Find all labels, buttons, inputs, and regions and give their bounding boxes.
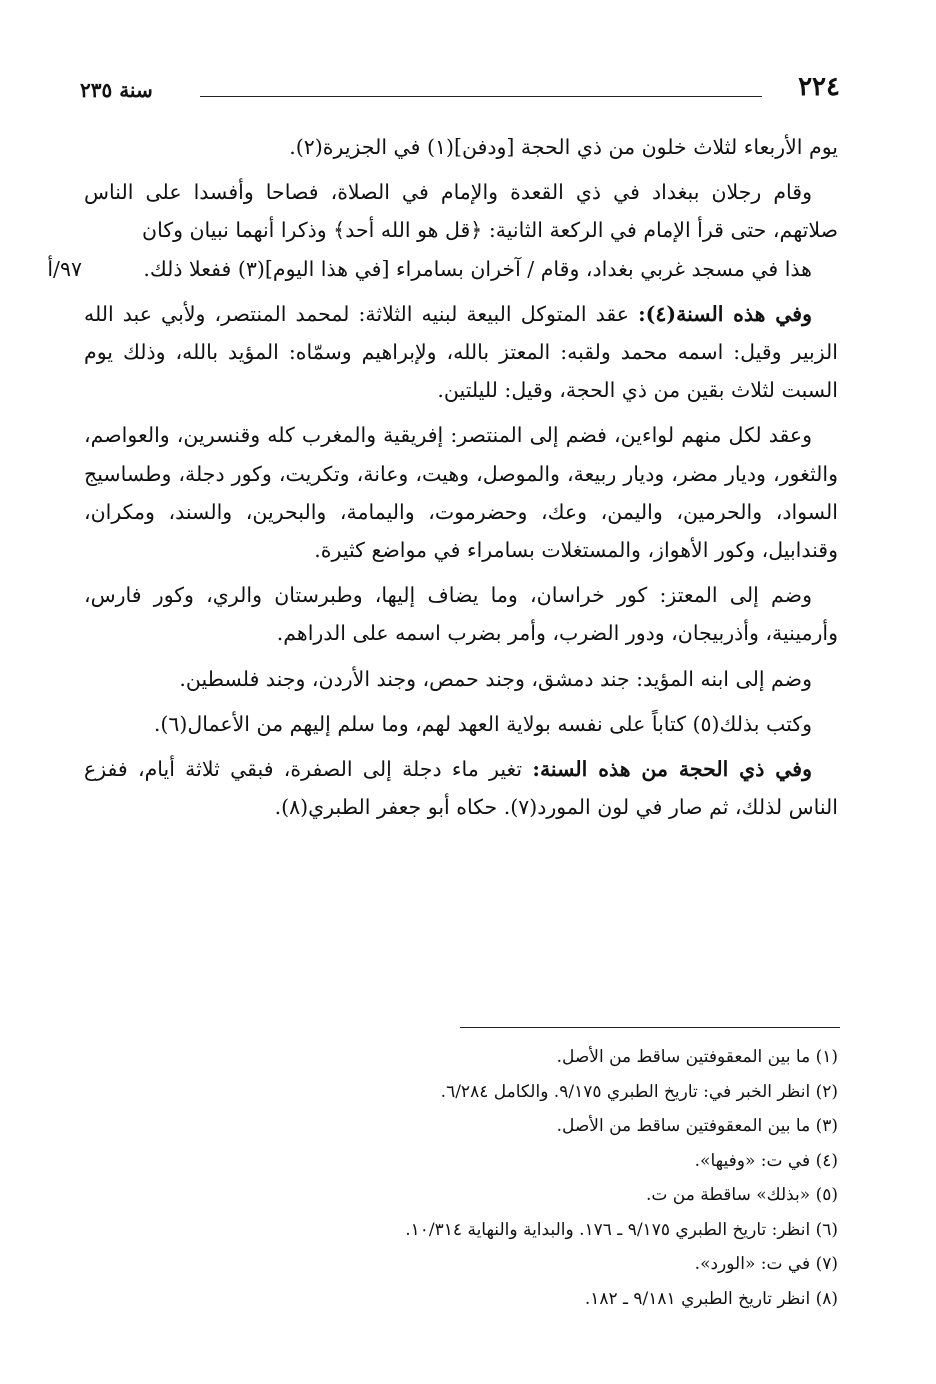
footnote-1: (١) ما بين المعقوفتين ساقط من الأصل. xyxy=(556,1047,838,1067)
paragraph-8-text: تغير ماء دجلة إلى الصفرة، فبقي ثلاثة أيام، ففزع الناس لذلك، ثم صار في لون المورد(٧). حكاه أبو جعفر الطبري(٨). xyxy=(84,757,838,820)
main-text xyxy=(47,128,838,833)
footnote-3: (٣) ما بين المعقوفتين ساقط من الأصل. xyxy=(556,1116,838,1136)
footnotes-rule xyxy=(460,1027,840,1028)
margin-folio-reference: ٩٧/أ xyxy=(47,256,82,281)
footnotes xyxy=(84,1040,838,1316)
footnote-4: (٤) في ت: «وفيها». xyxy=(694,1150,838,1171)
running-title: سنة ٢٣٥ xyxy=(80,78,153,102)
paragraph-3-lead: وفي هذه السنة(٤): xyxy=(638,301,812,326)
paragraph-3-text: عقد المتوكل البيعة لبنيه الثلاثة: لمحمد المنتصر، ولأبي عبد الله الزبير وقيل: اسمه محمد ولقبه: المعتز بالله، ولإبراهيم وسمّاه: المؤيد بالله، وذلك يوم السبت لثلاث بقين من ذي الحجة، وقيل: لليلتين. xyxy=(84,301,838,403)
paragraph-2-line-2: صلاتهم، حتى قرأ الإمام في الركعة الثانية: ﴿قل هو الله أحد﴾ وذكرا أنهما نبيان وكان xyxy=(142,218,838,243)
paragraph-1: يوم الأربعاء لثلاث خلون من ذي الحجة [ودفن](١) في الجزيرة(٢). xyxy=(289,135,838,159)
paragraph-8-lead: وفي ذي الحجة من هذه السنة: xyxy=(532,757,812,782)
paragraph-2-line-3 xyxy=(47,250,838,288)
paragraph-6: وضم إلى ابنه المؤيد: جند دمشق، وجند حمص، وجند الأردن، وجند فلسطين. xyxy=(179,666,812,691)
paragraph-5: وضم إلى المعتز: كور خراسان، وما يضاف إليها، وطبرستان والري، وكور فارس، وأرمينية، وأذربيجان، ودور الضرب، وأمر بضرب اسمه على الدراهم. xyxy=(84,583,838,646)
footnote-2: (٢) انظر الخبر في: تاريخ الطبري ٩/١٧٥. والكامل ٦/٢٨٤. xyxy=(440,1081,838,1102)
paragraph-2 xyxy=(47,173,838,288)
paragraph-2-line-3-text: هذا في مسجد غربي بغداد، وقام / آخران بسامراء [في هذا اليوم](٣) ففعلا ذلك. xyxy=(143,256,812,281)
paragraph-7: وكتب بذلك(٥) كتاباً على نفسه بولاية العهد لهم، وما سلم إليهم من الأعمال(٦). xyxy=(153,711,812,736)
paragraph-2-line-1: وقام رجلان ببغداد في ذي القعدة والإمام في الصلاة، فصاحا وأفسدا على الناس xyxy=(84,180,812,205)
header-rule xyxy=(200,96,762,97)
page-number: ٢٢٤ xyxy=(798,72,840,102)
paragraph-3 xyxy=(84,295,838,410)
footnote-8: (٨) انظر تاريخ الطبري ٩/١٨١ ـ ١٨٢. xyxy=(584,1288,838,1309)
paragraph-8 xyxy=(84,750,838,826)
footnote-7: (٧) في ت: «الورد». xyxy=(694,1254,838,1274)
footnote-6: (٦) انظر: تاريخ الطبري ٩/١٧٥ ـ ١٧٦. والبداية والنهاية ١٠/٣١٤. xyxy=(405,1219,838,1240)
paragraph-4: وعقد لكل منهم لواءين، فضم إلى المنتصر: إفريقية والمغرب كله وقنسرين، والعواصم، والثغور، وديار مضر، وديار ربيعة، والموصل، وهيت، وعانة، وتكريت، وكور دجلة، وطساسيج السواد، والحرمين، واليمن، وعك، وحضرموت، واليمامة، والبحرين، والسند، ومكران، وقندابيل، وكور الأهواز، والمستغلات بسامراء في مواضع كثيرة. xyxy=(84,423,838,563)
page-header xyxy=(80,72,840,112)
footnote-5: (٥) «بذلك» ساقطة من ت. xyxy=(645,1185,838,1205)
